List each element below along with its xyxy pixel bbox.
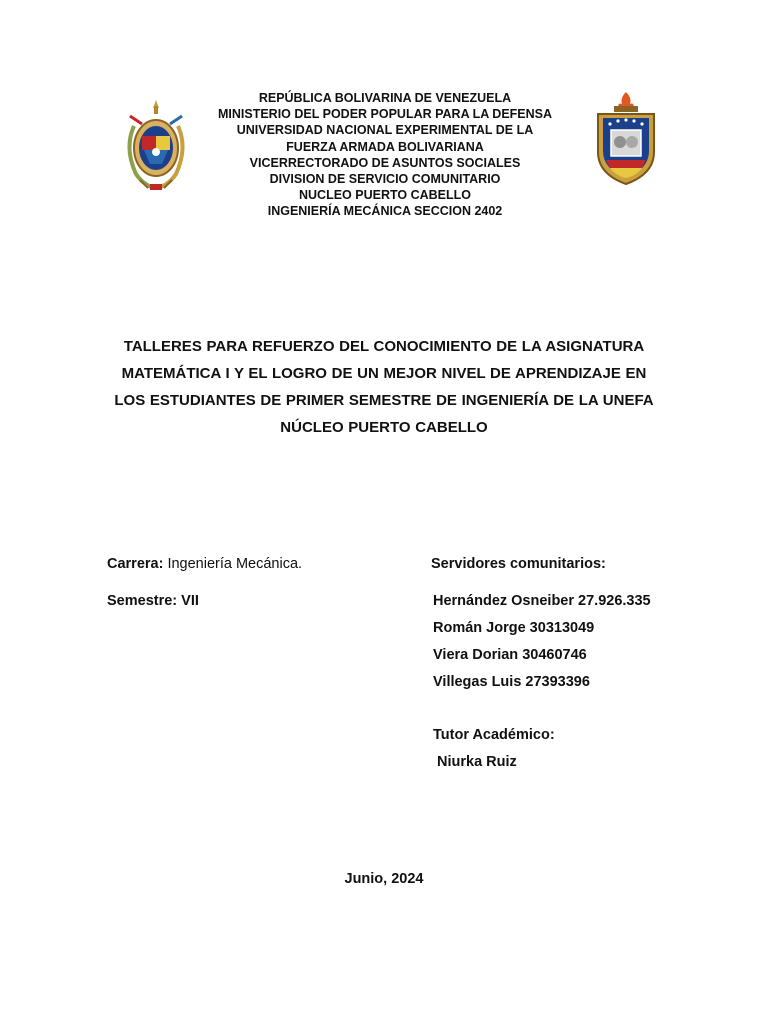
header-line: REPÚBLICA BOLIVARINA DE VENEZUELA xyxy=(258,91,512,105)
title-line: MATEMÁTICA I Y EL LOGRO DE UN MEJOR NIVEL DE APRENDIZAJE EN xyxy=(121,365,647,382)
header-line: UNIVERSIDAD NACIONAL EXPERIMENTAL DE LA xyxy=(236,123,534,138)
institution-header xyxy=(200,90,570,220)
carrera-value: Ingeniería Mecánica. xyxy=(167,556,303,572)
unefa-shield-icon xyxy=(592,90,660,186)
header-line: VICERRECTORADO DE ASUNTOS SOCIALES xyxy=(249,155,521,170)
servidor-item: Viera Dorian 30460746 xyxy=(433,647,587,663)
tutor-label: Tutor Académico: xyxy=(433,727,555,743)
header-line: DIVISION DE SERVICIO COMUNITARIO xyxy=(269,172,501,187)
document-date: Junio, 2024 xyxy=(344,871,424,887)
carrera-row xyxy=(107,556,302,572)
header-line: INGENIERÍA MECÁNICA SECCION 2402 xyxy=(267,204,503,219)
semestre-label: Semestre: VII xyxy=(107,593,199,609)
tutor-name: Niurka Ruiz xyxy=(437,754,517,770)
coat-of-arms-icon xyxy=(120,96,192,196)
header-line: FUERZA ARMADA BOLIVARIANA xyxy=(286,139,484,154)
servidor-item: Villegas Luis 27393396 xyxy=(433,674,590,690)
document-title xyxy=(100,333,668,441)
servidor-item: Hernández Osneiber 27.926.335 xyxy=(433,593,651,609)
servidor-item: Román Jorge 30313049 xyxy=(433,620,595,636)
header-line: MINISTERIO DEL PODER POPULAR PARA LA DEFENSA xyxy=(217,107,553,122)
title-line: NÚCLEO PUERTO CABELLO xyxy=(280,419,488,436)
title-line: LOS ESTUDIANTES DE PRIMER SEMESTRE DE INGENIERÍA DE LA UNEFA xyxy=(114,392,654,409)
carrera-label: Carrera: xyxy=(107,556,164,572)
servidores-label: Servidores comunitarios: xyxy=(431,556,606,572)
title-line: TALLERES PARA REFUERZO DEL CONOCIMIENTO DE LA ASIGNATURA xyxy=(123,338,645,355)
header-line: NUCLEO PUERTO CABELLO xyxy=(299,188,471,203)
